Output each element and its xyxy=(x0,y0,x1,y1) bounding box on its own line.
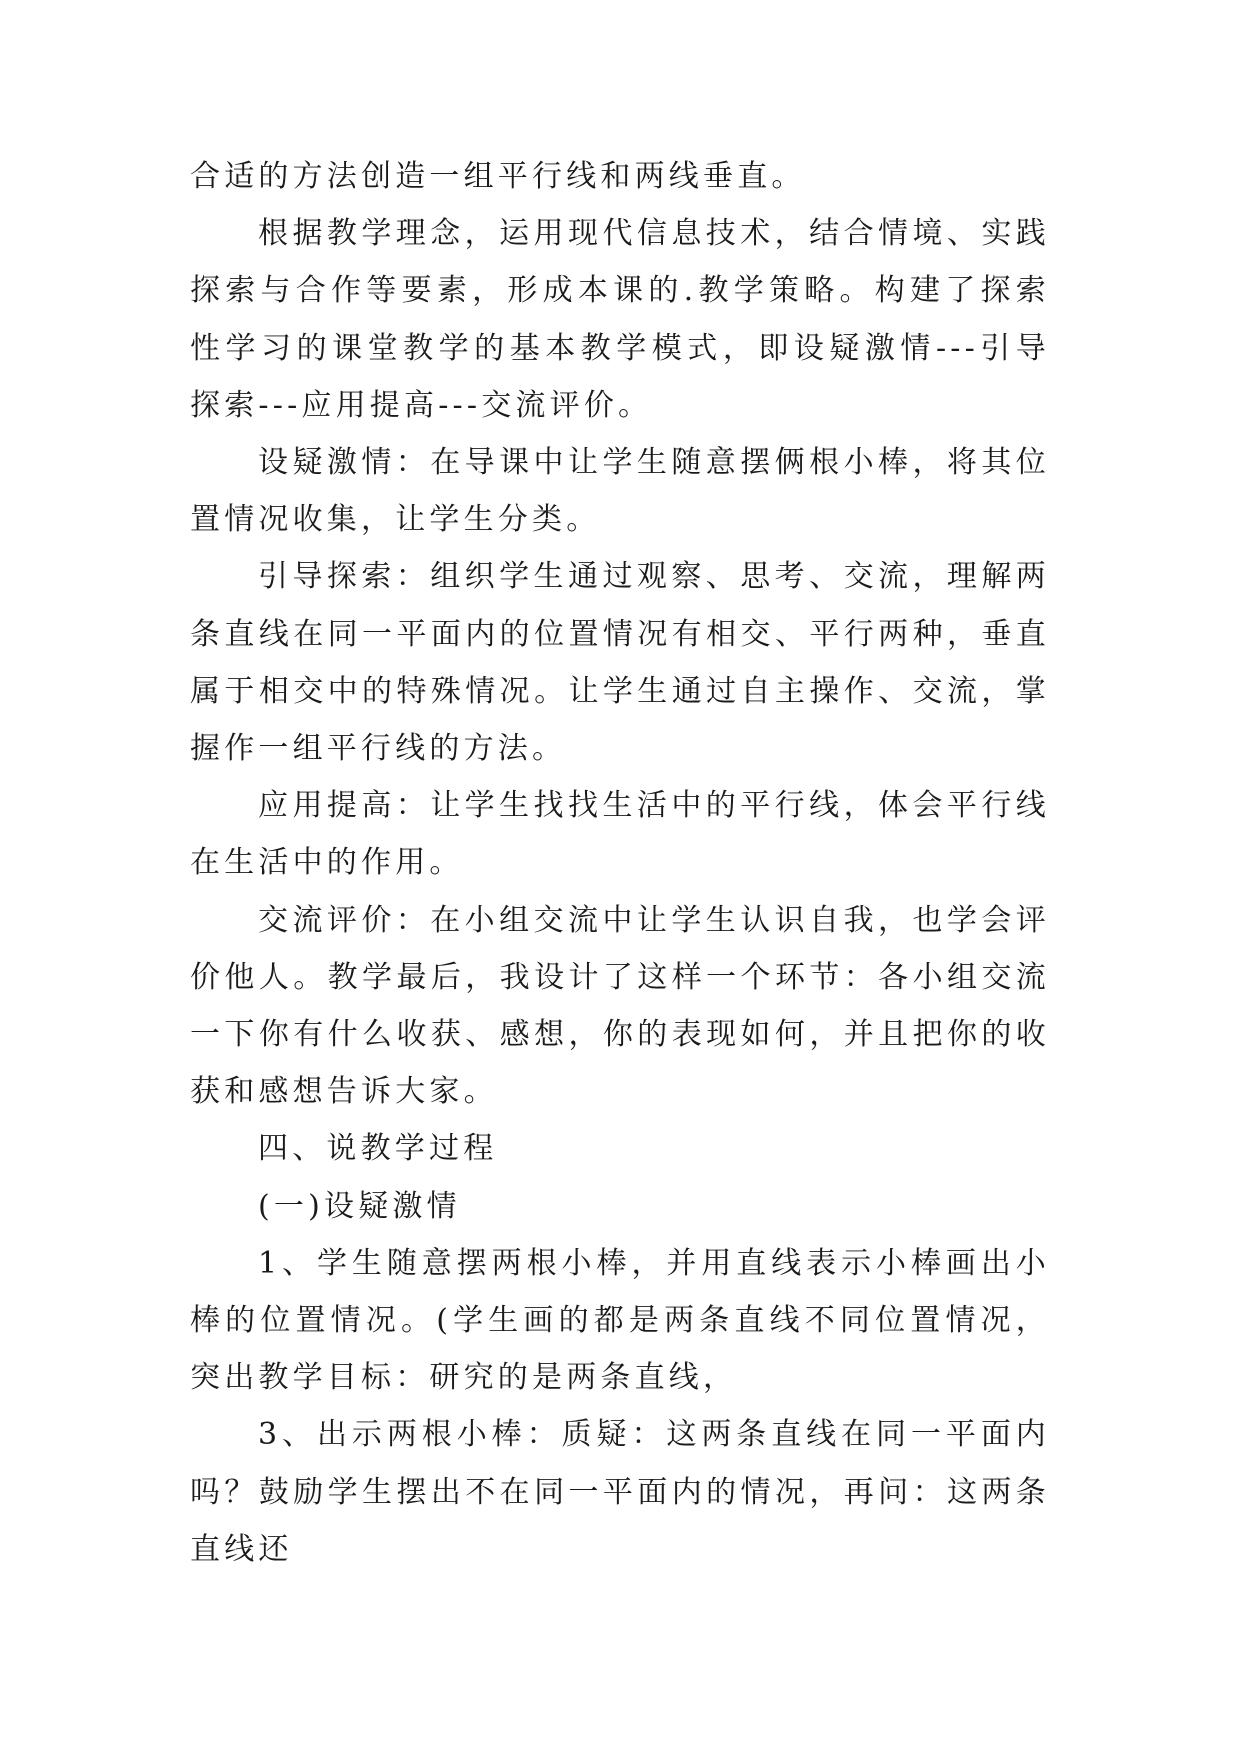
paragraph: 1、学生随意摆两根小棒，并用直线表示小棒画出小棒的位置情况。(学生画的都是两条直线不同位置情况，突出教学目标：研究的是两条直线， xyxy=(190,1245,1050,1396)
paragraph: 3、出示两根小棒：质疑：这两条直线在同一平面内吗？鼓励学生摆出不在同一平面内的情况，再问：这两条直线还 xyxy=(190,1417,1050,1567)
paragraph: 交流评价：在小组交流中让学生认识自我，也学会评价他人。教学最后，我设计了这样一个环节：各小组交流一下你有什么收获、感想，你的表现如何，并且把你的收获和感想告诉大家。 xyxy=(190,902,1050,1110)
document-body xyxy=(190,148,1050,1578)
subsection-heading: (一)设疑激情 xyxy=(258,1188,461,1224)
paragraph: 设疑激情：在导课中让学生随意摆俩根小棒，将其位置情况收集，让学生分类。 xyxy=(190,445,1050,538)
section-heading: 四、说教学过程 xyxy=(258,1131,498,1167)
paragraph: 应用提高：让学生找找生活中的平行线，体会平行线在生活中的作用。 xyxy=(190,788,1050,881)
paragraph: 根据教学理念，运用现代信息技术，结合情境、实践探索与合作等要素，形成本课的.教学策略。构建了探索性学习的课堂教学的基本教学模式，即设疑激情---引导探索---应用提高---交流评价。 xyxy=(190,216,1050,423)
paragraph: 引导探索：组织学生通过观察、思考、交流，理解两条直线在同一平面内的位置情况有相交、平行两种，垂直属于相交中的特殊情况。让学生通过自主操作、交流，掌握作一组平行线的方法。 xyxy=(190,559,1050,767)
paragraph: 合适的方法创造一组平行线和两线垂直。 xyxy=(190,159,806,194)
